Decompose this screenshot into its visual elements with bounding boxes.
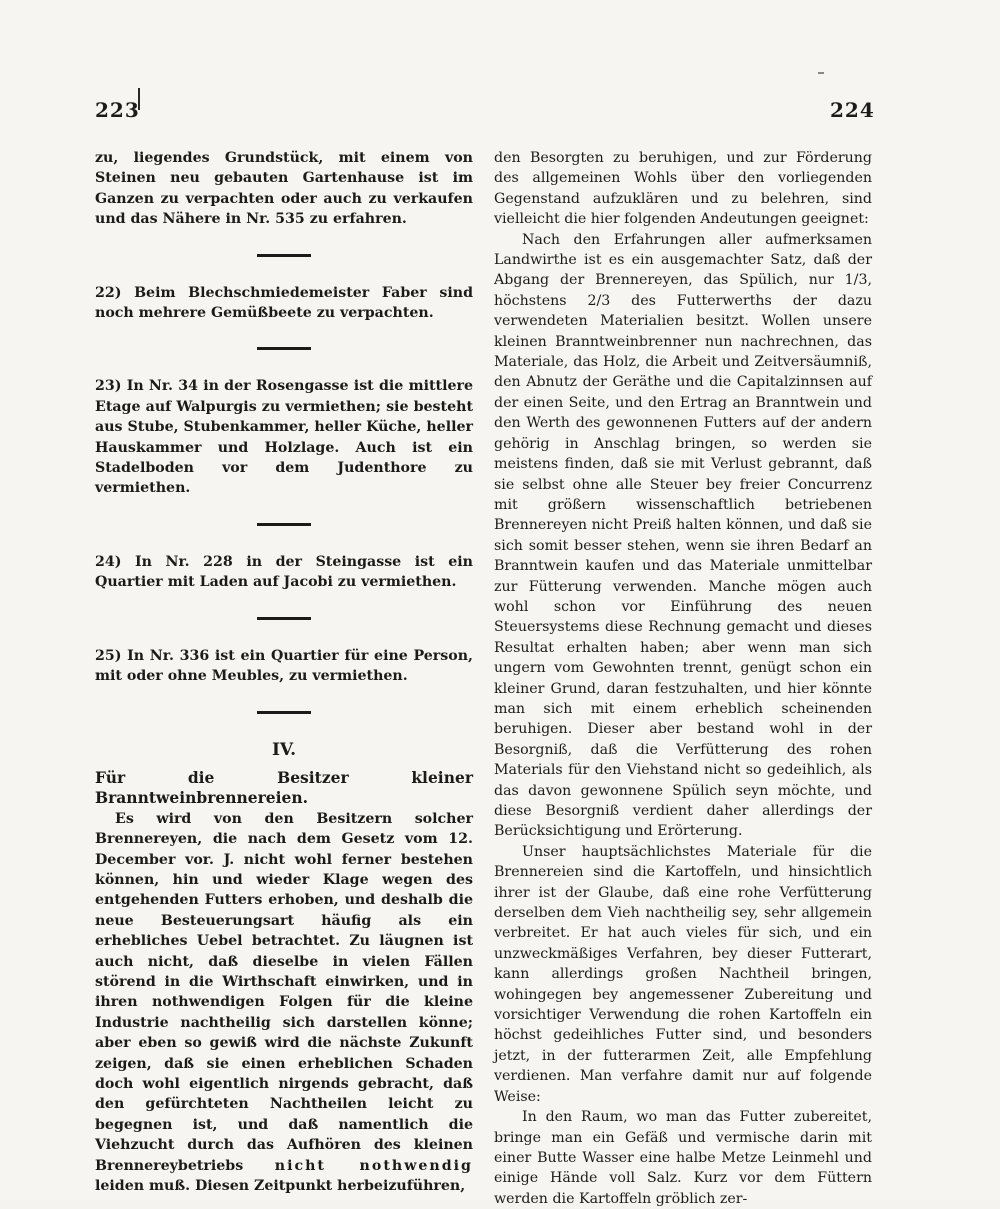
separator-rule — [257, 617, 311, 620]
notice-22: 22) Beim Blechschmiedemeister Faber sind noch mehrere Gemüßbeete zu verpachten. — [95, 284, 473, 322]
paragraph-continuation: den Besorgten zu beruhigen, und zur Förderung des allgemeinen Wohls über den vorliegenden Gegenstand aufzuklären und zu belehren, sind vielleicht die hier folgenden Andeutungen geeignet: — [494, 150, 872, 228]
body-text-b: leiden muß. Diesen Zeitpunkt herbeizuführen, — [95, 1178, 466, 1195]
notice-25: 25) In Nr. 336 ist ein Quartier für eine Person, mit oder ohne Meubles, zu vermiethen. — [95, 647, 473, 685]
section-title: Für die Besitzer kleiner Branntweinbrennereien. — [95, 767, 473, 808]
separator-rule — [257, 254, 311, 257]
notice-continuation: zu, liegendes Grundstück, mit einem von Steinen neu gebauten Gartenhause ist im Ganzen zu verpachten oder auch zu verkaufen und das Nähere in Nr. 535 zu erfahren. — [95, 150, 473, 228]
paragraph-experience: Nach den Erfahrungen aller aufmerksamen Landwirthe ist es ein ausgemachter Satz, daß der Abgang der Brennereyen, das Spülich, nur 1/3, höchstens 2/3 des Futterwerths der dazu verwendeten Materialien besitzt. Wollen unsere kleinen Branntweinbrenner nun nachrechnen, das Materiale, das Holz, die Arbeit und Zeitversäumniß, den Abnutz der Geräthe und die Capitalzinnsen auf der einen Seite, und den Ertrag an Branntwein und den Werth des gewonnenen Futters auf der andern gehörig in Anschlag bringen, so werden sie meistens finden, daß sie mit Verlust gebrannt, daß sie selbst ohne alle Steuer bey freier Concurrenz mit größern wissenschaftlich betriebenen Brennereyen nicht Preiß halten können, und daß sie sich somit besser stehen, wenn sie ihren Bedarf an Branntwein kaufen und das Materiale unmittelbar zur Fütterung verwenden. Manche mögen auch wohl schon vor Einführung des neuen Steuersystems diese Rechnung gemacht und dieses Resultat erhalten haben; aber wenn man sich ungern vom Gewohnten trennt, genügt schon ein kleiner Grund, daran festzuhalten, und hier könnte man sich mit einem erheblich scheinenden beruhigen. Dieser aber bestand wohl in der Besorgniß, daß die Verfütterung des rohen Materials für den Viehstand nicht so gedeihlich, als das davon gewonnene Spülich seyn möchte, und diese Besorgniß verdient daher allerdings der Berücksichtigung und Erörterung. — [494, 231, 872, 840]
separator-rule — [257, 347, 311, 350]
left-column — [95, 148, 473, 1196]
margin-dash — [818, 72, 824, 74]
body-text-a: Es wird von den Besitzern solcher Brennereyen, die nach dem Gesetz vom 12. December vor. J. nicht wohl ferner bestehen können, hin und wieder Klage wegen des entgehenden Futters erhoben, und deshalb die neue Besteuerungsart häufig als ein erhebliches Uebel betrachtet. Zu läugnen ist auch nicht, daß dieselbe in vielen Fällen störend in die Wirthschaft einwirken, und in ihren nothwendigen Folgen für die kleine Industrie nachtheilig sich darstellen könne; aber eben so gewiß wird die nächste Zukunft zeigen, daß sie einen erheblichen Schaden doch wohl eigentlich nirgends gebracht, daß den gefürchteten Nachtheilen leicht zu begegnen ist, und daß namentlich die Viehzucht durch das Aufhören des kleinen Brennereybetriebs — [95, 810, 473, 1174]
section-numeral: IV. — [271, 739, 297, 760]
page-number-right: 224 — [830, 98, 875, 122]
paragraph-potatoes: Unser hauptsächlichstes Materiale für die Brennereien sind die Kartoffeln, und hinsichtlich ihrer ist der Glaube, daß eine rohe Verfütterung derselben dem Vieh nachtheilig sey, sehr allgemein verbreitet. Er hat auch vieles für sich, und ein unzweckmäßiges Verfahren, bey dieser Futterart, kann allerdings großen Nachtheil bringen, wohingegen bey angemessener Zubereitung und vorsichtiger Verwendung die rohen Kartoffeln ein höchst gedeihliches Futter sind, und besonders jetzt, in der futterarmen Zeit, alle Empfehlung verdienen. Man verfahre damit nur auf folgende Weise: — [494, 843, 872, 1105]
page-number-left: 223 — [95, 98, 140, 122]
separator-rule — [257, 711, 311, 714]
paragraph-preparation: In den Raum, wo man das Futter zubereitet, bringe man ein Gefäß und vermische darin mit einer Butte Wasser eine halbe Metze Leinmehl und einige Hände voll Salz. Kurz vor dem Füttern werden die Kartoffeln gröblich zer- — [494, 1109, 872, 1207]
section-body — [95, 809, 473, 1197]
right-column — [494, 148, 872, 1209]
body-text-spaced: nicht nothwendig — [274, 1157, 473, 1174]
notice-23: 23) In Nr. 34 in der Rosengasse ist die mittlere Etage auf Walpurgis zu vermiethen; sie besteht aus Stube, Stubenkammer, heller Küche, heller Hauskammer und Holzlage. Auch ist ein Stadelboden vor dem Judenthore zu vermiethen. — [95, 378, 473, 497]
notice-24: 24) In Nr. 228 in der Steingasse ist ein Quartier mit Laden auf Jacobi zu vermiethen. — [95, 553, 473, 591]
separator-rule — [257, 523, 311, 526]
